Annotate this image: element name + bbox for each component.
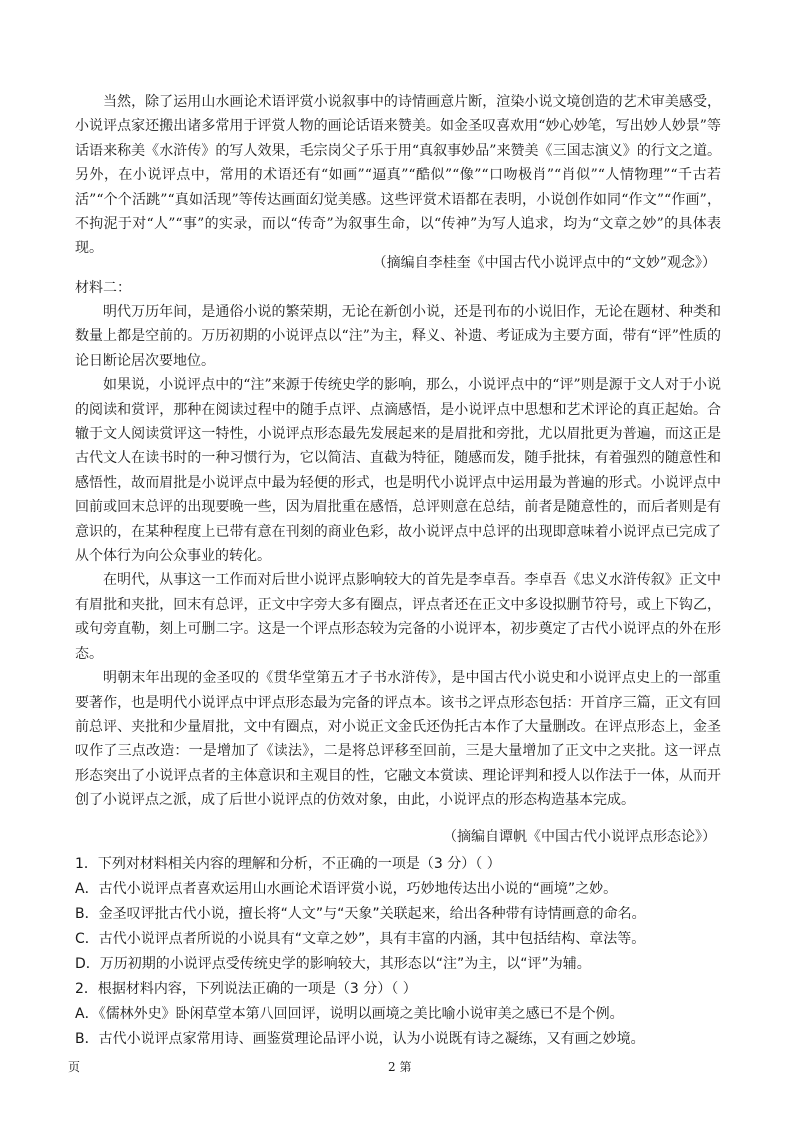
footer-page-number: 2 第	[388, 1060, 412, 1074]
paragraph-5: 明朝末年出现的金圣叹的《贯华堂第五才子书水浒传》，是中国古代小说史和小说评点史上的一部重要著作，也是明代小说评点中评点形态最为完备的评点本。该书之评点形态包括：开首序三篇，正文有回前总评、夹批和少量眉批，文中有圈点，对小说正文金氏还伪托古本作了大量删改。在评点形态上，金圣叹作了三点改造：一是增加了《读法》，二是将总评移至回前，三是大量增加了正文中之夹批。这一评点形态突出了小说评点者的主体意识和主观目的性，它融文本赏读、理论评判和授人以作法于一体，从而开创了小说评点之派，成了后世小说评点的仿效对象，由此，小说评点的形态构造基本完成。	[75, 670, 721, 809]
paragraph-4: 在明代，从事这一工作而对后世小说评点影响较大的首先是李卓吾。李卓吾《忠义水浒传叙》正文中有眉批和夹批，回末有总评，正文中字旁大多有圈点，评点者还在正文中多设拟删节符号，或上下钩乙，或句旁直勒，刻上可删二字。这是一个评点形态较为完备的小说评本，初步奠定了古代小说评点的外在形态。	[75, 572, 721, 662]
question-2-option-b: B．古代小说评点家常用诗、画鉴赏理论品评小说，认为小说既有诗之凝练，又有画之妙境。	[75, 1031, 645, 1047]
question-1-option-a: A．古代小说评点者喜欢运用山水画论术语评赏小说，巧妙地传达出小说的“画境”之妙。	[75, 881, 618, 897]
material-two-body	[75, 300, 721, 813]
question-1-option-b: B．金圣叹评批古代小说，擅长将“人文”与“天象”关联起来，给出各种带有诗情画意的命名。	[75, 906, 646, 922]
question-2-option-a: A．《儒林外史》卧闲草堂本第八回回评，说明以画境之美比喻小说审美之感已不是个例。	[75, 1006, 624, 1022]
paragraph-2: 明代万历年间，是通俗小说的繁荣期，无论在新创小说，还是刊布的小说旧作，无论在题材、种类和数量上都是空前的。万历初期的小说评点以“注”为主，释义、补遗、考证成为主要方面，带有“评”性质的论日断论居次要地位。	[75, 304, 721, 369]
paragraph-3: 如果说，小说评点中的“注”来源于传统史学的影响，那么，小说评点中的“评”则是源于文人对于小说的阅读和赏评，那种在阅读过程中的随手点评、点滴感悟，是小说评点中思想和艺术评论的真正起始。合辙于文人阅读赏评这一特性，小说评点形态最先发展起来的是眉批和旁批，尤以眉批更为普遍，而这正是古代文人在读书时的一种习惯行为，它以简洁、直截为特征，随感而发，随手批抹，有着强烈的随意性和感悟性，故而眉批是小说评点中最为轻便的形式，也是明代小说评点中运用最为普遍的形式。小说评点中回前或回末总评的出现要晚一些，因为眉批重在感悟，总评则意在总结，前者是随意性的，而后者则是有意识的，在某种程度上已带有意在刊刻的商业色彩，故小说评点中总评的出现即意味着小说评点已完成了从个体行为向公众事业的转化。	[75, 377, 721, 565]
question-1: 1．下列对材料相关内容的理解和分析，不正确的一项是（3 分）（ ）	[75, 856, 501, 872]
material-two-label: 材料二：	[75, 280, 131, 296]
citation-1: （摘编自李桂奎《中国古代小说评点中的“文妙”观念》）	[372, 255, 716, 271]
question-2: 2．根据材料内容，下列说法正确的一项是（3 分）（ ）	[75, 981, 417, 997]
footer-page-label: 页	[68, 1060, 81, 1074]
question-1-option-d: D．万历初期的小说评点受传统史学的影响较大，其形态以“注”为主，以“评”为辅。	[75, 956, 591, 972]
paragraph-1: 当然，除了运用山水画论术语评赏小说叙事中的诗情画意片断，渲染小说文境创造的艺术审美感受，小说评点家还搬出诸多常用于评赏人物的画论话语来赞美。如金圣叹喜欢用“妙心妙笔，写出妙人妙景”等话语来称美《水浒传》的写人效果，毛宗岗父子乐于用“真叙事妙品”来赞美《三国志演义》的行文之道。另外，在小说评点中，常用的术语还有“如画”“逼真”“酷似”“像”“口吻极肖”“肖似”“人情物理”“千古若活”“个个活跳”“真如活现”等传达画面幻觉美感。这些评赏术语都在表明，小说创作如同“作文”“作画”，不拘泥于对“人”“事”的实录，而以“传奇”为叙事生命，以“传神”为写人追求，均为“文章之妙”的具体表现。	[75, 94, 721, 257]
citation-2: （摘编自谭帆《中国古代小说评点形态论》）	[443, 829, 716, 845]
material-one-closing	[75, 90, 721, 261]
question-1-option-c: C．古代小说评点者所说的小说具有“文章之妙”，具有丰富的内涵，其中包括结构、章法等。	[75, 931, 646, 947]
